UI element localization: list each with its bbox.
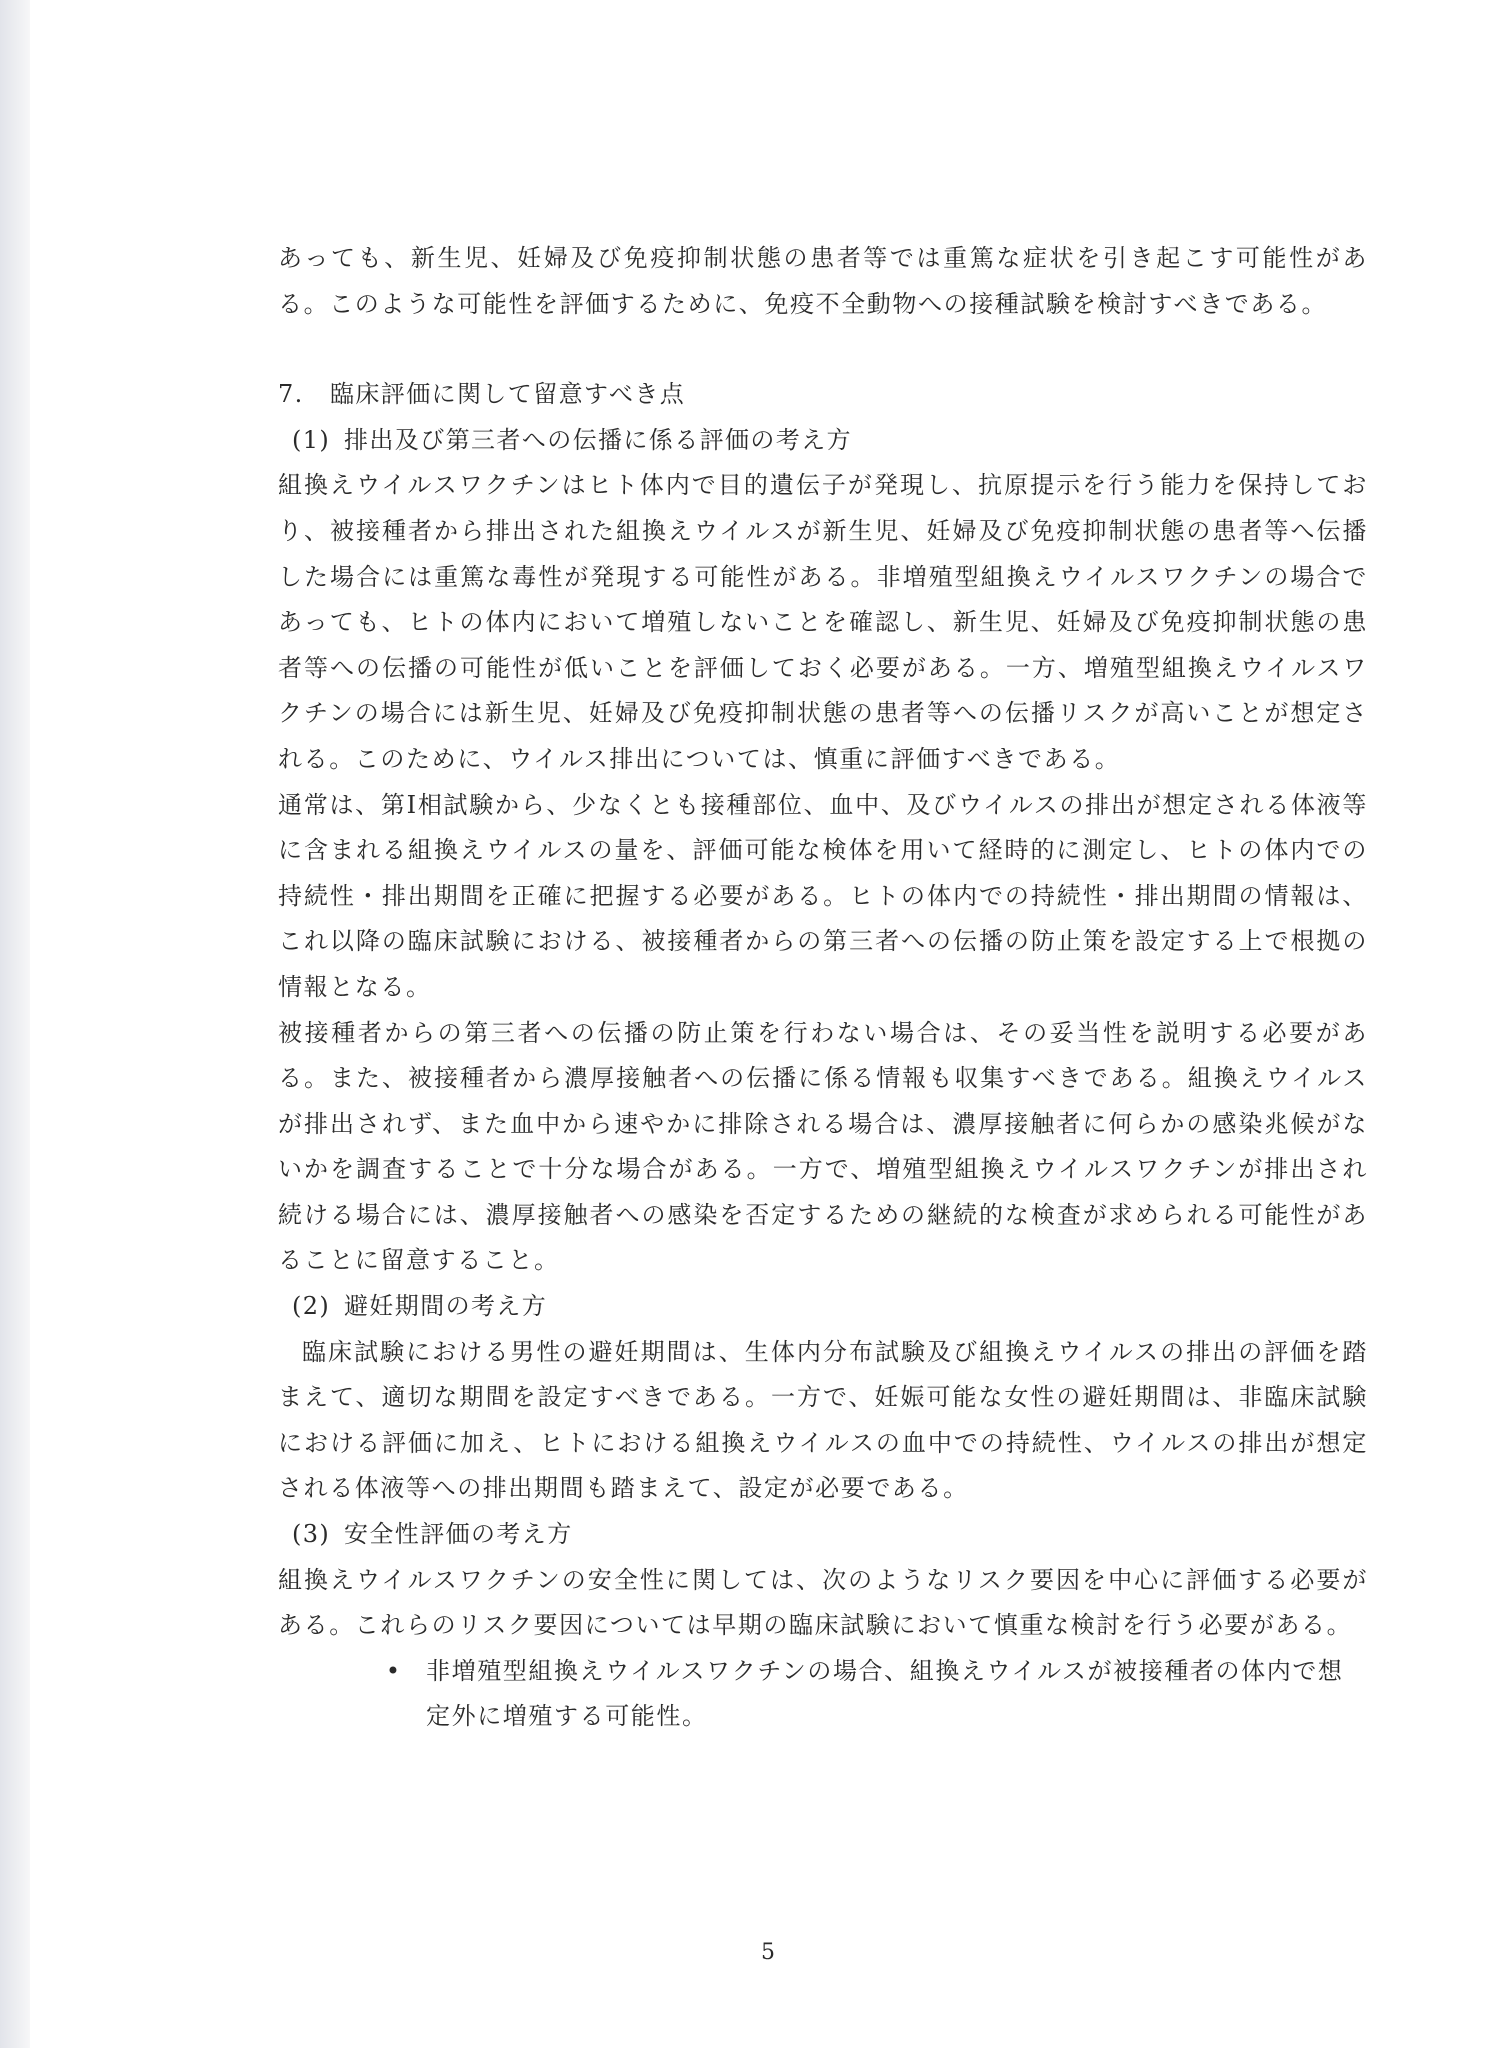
section-7-title: 臨床評価に関して留意すべき点: [330, 380, 686, 409]
subsection-1-paragraph-3: 被接種者からの第三者への伝播の防止策を行わない場合は、その妥当性を説明する必要がある。また、被接種者から濃厚接触者への伝播に係る情報も収集すべきである。組換えウイルスが排出されず、また血中から速やかに排除される場合は、濃厚接触者に何らかの感染兆候がないかを調査することで十分な場合がある。一方で、増殖型組換えウイルスワクチンが排出され続ける場合には、濃厚接触者への感染を否定するための継続的な検査が求められる可能性があることに留意すること。: [278, 1018, 1368, 1275]
intro-paragraph: あっても、新生児、妊婦及び免疫抑制状態の患者等では重篤な症状を引き起こす可能性がある。このような可能性を評価するために、免疫不全動物への接種試験を検討すべきである。: [278, 244, 1368, 318]
page-number: 5: [761, 1940, 775, 1965]
section-7-heading: [278, 372, 1368, 418]
subsection-2-heading: [278, 1284, 1368, 1330]
subsection-3-number: (3): [292, 1520, 331, 1549]
subsection-1-heading: [278, 418, 1368, 464]
subsection-2-paragraph: 臨床試験における男性の避妊期間は、生体内分布試験及び組換えウイルスの排出の評価を踏まえて、適切な期間を設定すべきである。一方で、妊娠可能な女性の避妊期間は、非臨床試験における評価に加え、ヒトにおける組換えウイルスの血中での持続性、ウイルスの排出が想定される体液等への排出期間も踏まえて、設定が必要である。: [278, 1337, 1368, 1503]
subsection-3-paragraph: 組換えウイルスワクチンの安全性に関しては、次のようなリスク要因を中心に評価する必要がある。これらのリスク要因については早期の臨床試験において慎重な検討を行う必要がある。: [278, 1565, 1368, 1640]
subsection-3-heading: [278, 1512, 1368, 1558]
page-content: [278, 236, 1368, 1740]
subsection-3-title: 安全性評価の考え方: [344, 1520, 573, 1549]
bullet-list-item: [278, 1649, 1368, 1740]
bullet-text: 非増殖型組換えウイルスワクチンの場合、組換えウイルスが被接種者の体内で想定外に増殖する可能性。: [426, 1656, 1344, 1731]
subsection-1-paragraph-2: 通常は、第Ⅰ相試験から、少なくとも接種部位、血中、及びウイルスの排出が想定される体液等に含まれる組換えウイルスの量を、評価可能な検体を用いて経時的に測定し、ヒトの体内での持続性・排出期間を正確に把握する必要がある。ヒトの体内での持続性・排出期間の情報は、これ以降の臨床試験における、被接種者からの第三者への伝播の防止策を設定する上で根拠の情報となる。: [278, 790, 1368, 1001]
section-7-number: 7.: [278, 380, 304, 409]
subsection-2-number: (2): [292, 1292, 331, 1321]
subsection-1-paragraph-1: 組換えウイルスワクチンはヒト体内で目的遺伝子が発現し、抗原提示を行う能力を保持しており、被接種者から排出された組換えウイルスが新生児、妊婦及び免疫抑制状態の患者等へ伝播した場合には重篤な毒性が発現する可能性がある。非増殖型組換えウイルスワクチンの場合であっても、ヒトの体内において増殖しないことを確認し、新生児、妊婦及び免疫抑制状態の患者等への伝播の可能性が低いことを評価しておく必要がある。一方、増殖型組換えウイルスワクチンの場合には新生児、妊婦及び免疫抑制状態の患者等への伝播リスクが高いことが想定される。このために、ウイルス排出については、慎重に評価すべきである。: [278, 471, 1368, 773]
subsection-1-title: 排出及び第三者への伝播に係る評価の考え方: [344, 425, 852, 454]
subsection-2-title: 避妊期間の考え方: [344, 1292, 548, 1321]
bullet-point-icon: •: [385, 1656, 400, 1685]
subsection-1-number: (1): [292, 425, 331, 454]
viewer-left-edge: [0, 0, 30, 2048]
document-page: [30, 0, 1506, 2048]
